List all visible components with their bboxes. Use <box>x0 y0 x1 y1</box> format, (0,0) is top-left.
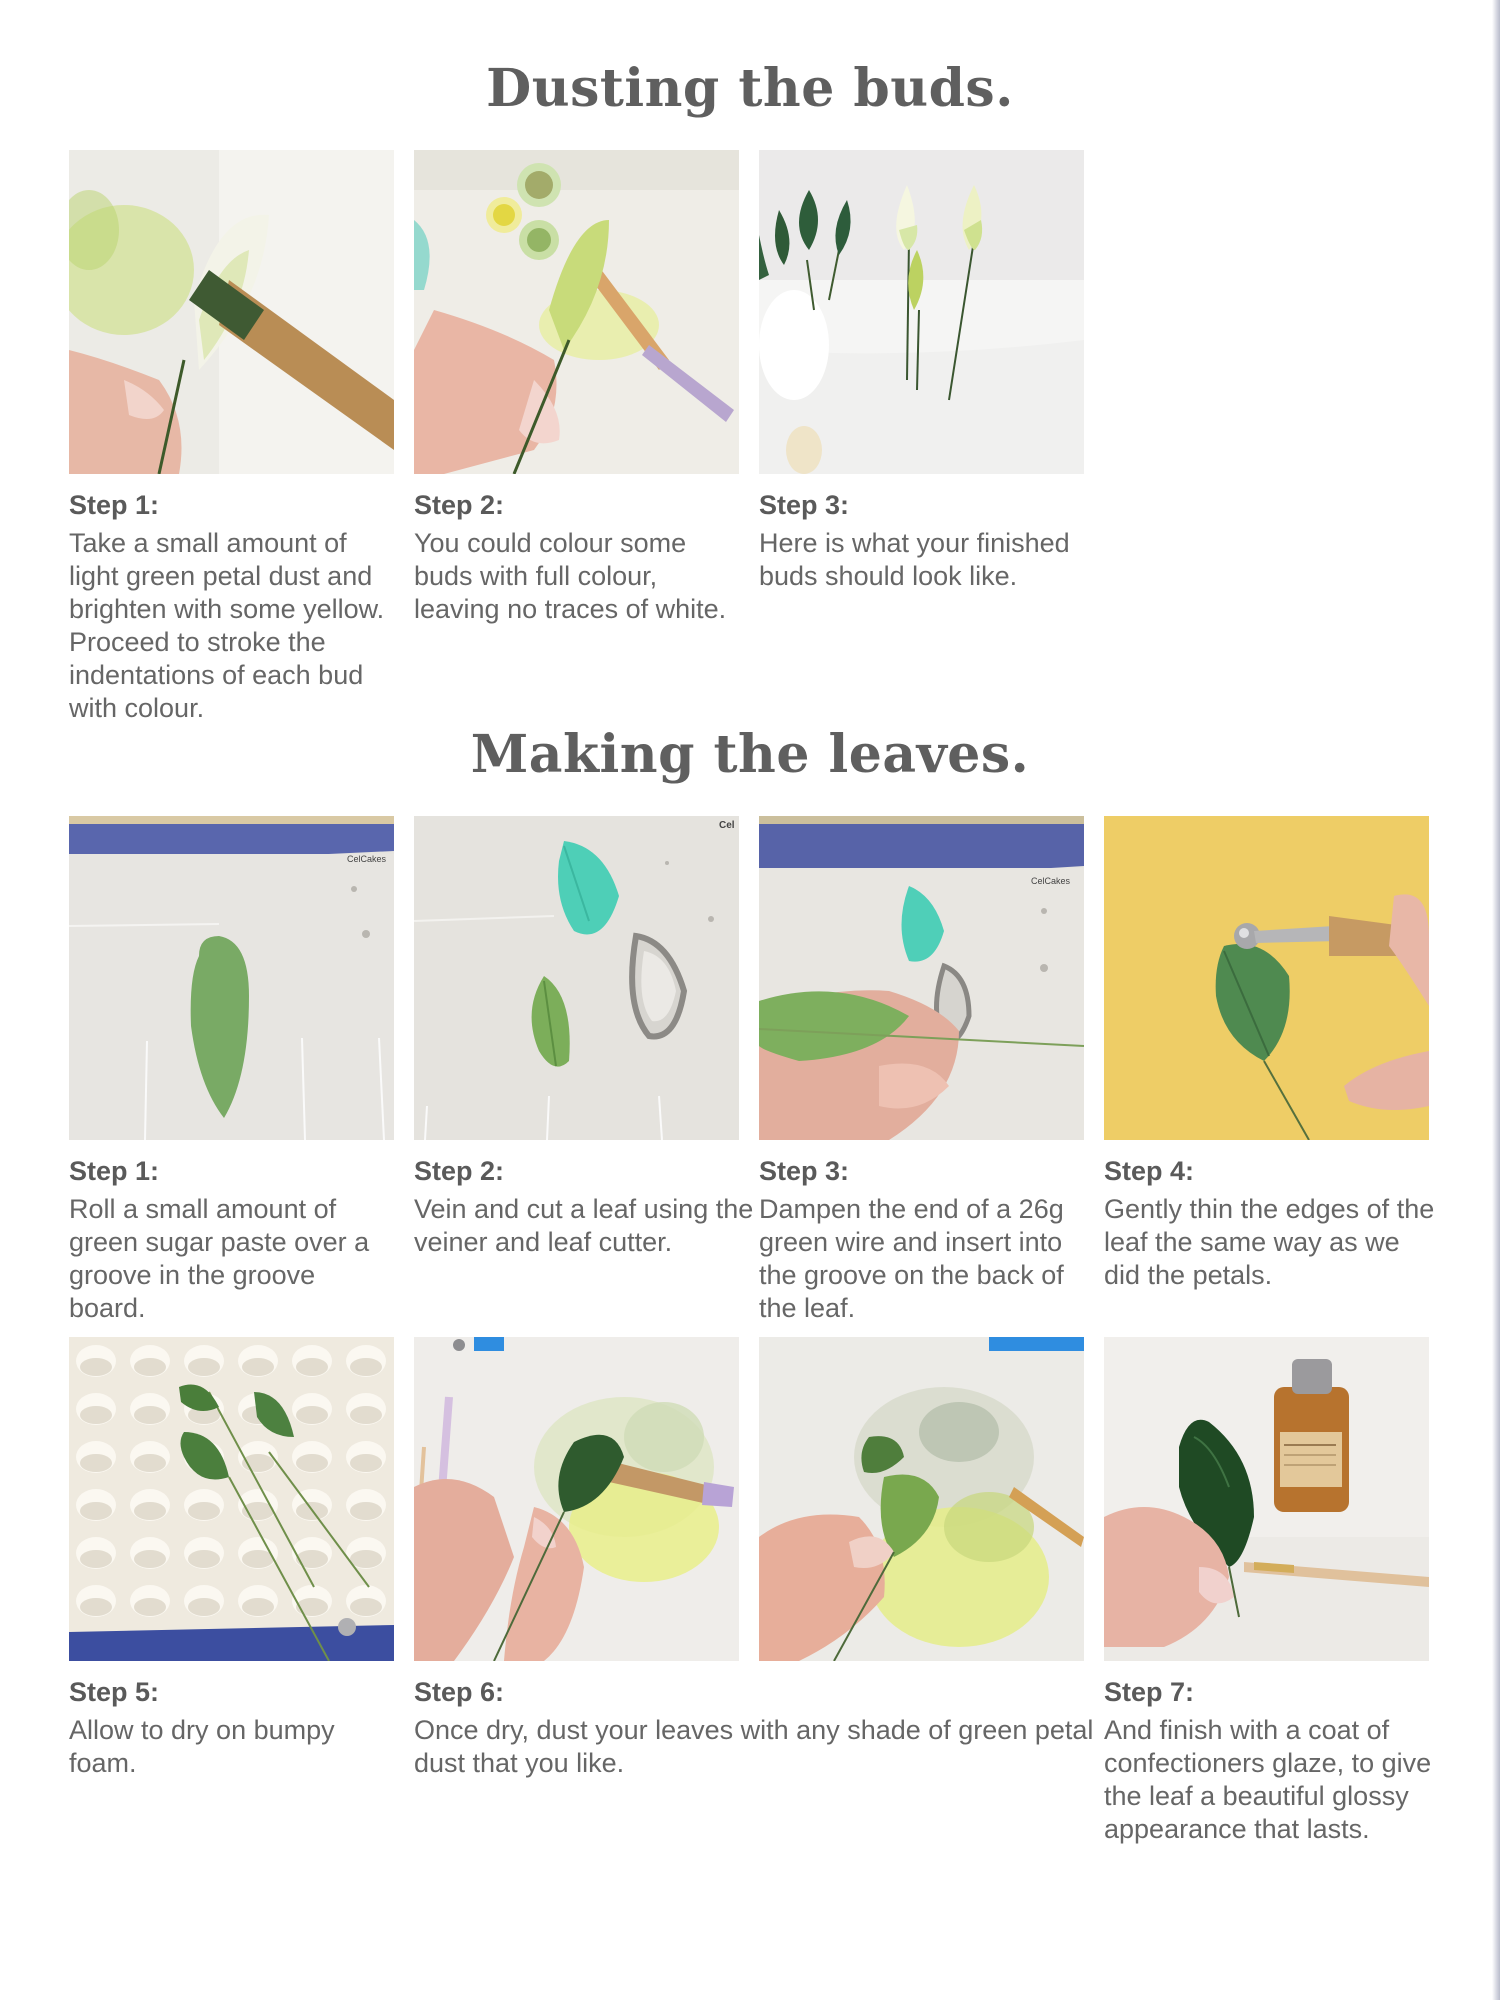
leaf-step5-text: Allow to dry on bumpy foam. <box>69 1715 335 1778</box>
bud-step2-text: You could colour some buds with full colour, leaving no traces of white. <box>414 528 727 624</box>
leaf-step4-photo <box>1104 816 1429 1140</box>
leaf-step7-photo <box>1104 1337 1429 1661</box>
section-title-leaves: Making the leaves. <box>470 724 1030 785</box>
board-brand-text: Cel <box>719 820 735 831</box>
leaf-step1-photo <box>69 816 394 1140</box>
bud-step3-photo <box>759 150 1084 474</box>
leaf-step5-photo <box>69 1337 394 1661</box>
leaf-step6b-photo <box>759 1337 1084 1661</box>
leaf-step6a-photo <box>414 1337 739 1661</box>
leaf-step5-label: Step 5: <box>69 1677 160 1707</box>
leaf-step2-label: Step 2: <box>414 1156 505 1186</box>
leaf-step3-photo <box>759 816 1084 1140</box>
leaf-step4-text: Gently thin the edges of the leaf the same way as we did the petals. <box>1104 1194 1435 1290</box>
leaf-step3-label: Step 3: <box>759 1156 850 1186</box>
bud-step1-text: Take a small amount of light green petal dust and brighten with some yellow. Proceed to stroke the indentations of each bud with colour. <box>69 528 385 723</box>
page-edge <box>1492 0 1500 2000</box>
leaf-step2-text: Vein and cut a leaf using the veiner and leaf cutter. <box>414 1194 754 1257</box>
leaf-step6-text: Once dry, dust your leaves with any shade of green petal dust that you like. <box>414 1715 1094 1778</box>
bud-step3-label: Step 3: <box>759 490 850 520</box>
bud-step1-label: Step 1: <box>69 490 160 520</box>
leaf-step1-text: Roll a small amount of green sugar paste over a groove in the groove board. <box>69 1194 370 1323</box>
section-title-buds: Dusting the buds. <box>486 58 1014 119</box>
board-brand-text: CelCakes <box>347 854 387 864</box>
bud-step1-photo <box>69 150 394 474</box>
leaf-step7-text: And finish with a coat of confectioners glaze, to give the leaf a beautiful glossy appearance that lasts. <box>1104 1715 1432 1844</box>
bud-step3-text: Here is what your finished buds should look like. <box>759 528 1070 591</box>
leaf-step7-label: Step 7: <box>1104 1677 1195 1707</box>
leaf-step4-label: Step 4: <box>1104 1156 1195 1186</box>
leaf-step1-label: Step 1: <box>69 1156 160 1186</box>
board-brand-text: CelCakes <box>1031 876 1071 886</box>
bud-step2-photo <box>414 150 739 474</box>
leaf-step2-photo <box>414 816 739 1140</box>
leaf-step6-label: Step 6: <box>414 1677 505 1707</box>
bud-step2-label: Step 2: <box>414 490 505 520</box>
leaf-step3-text: Dampen the end of a 26g green wire and insert into the groove on the back of the leaf. <box>759 1194 1064 1323</box>
